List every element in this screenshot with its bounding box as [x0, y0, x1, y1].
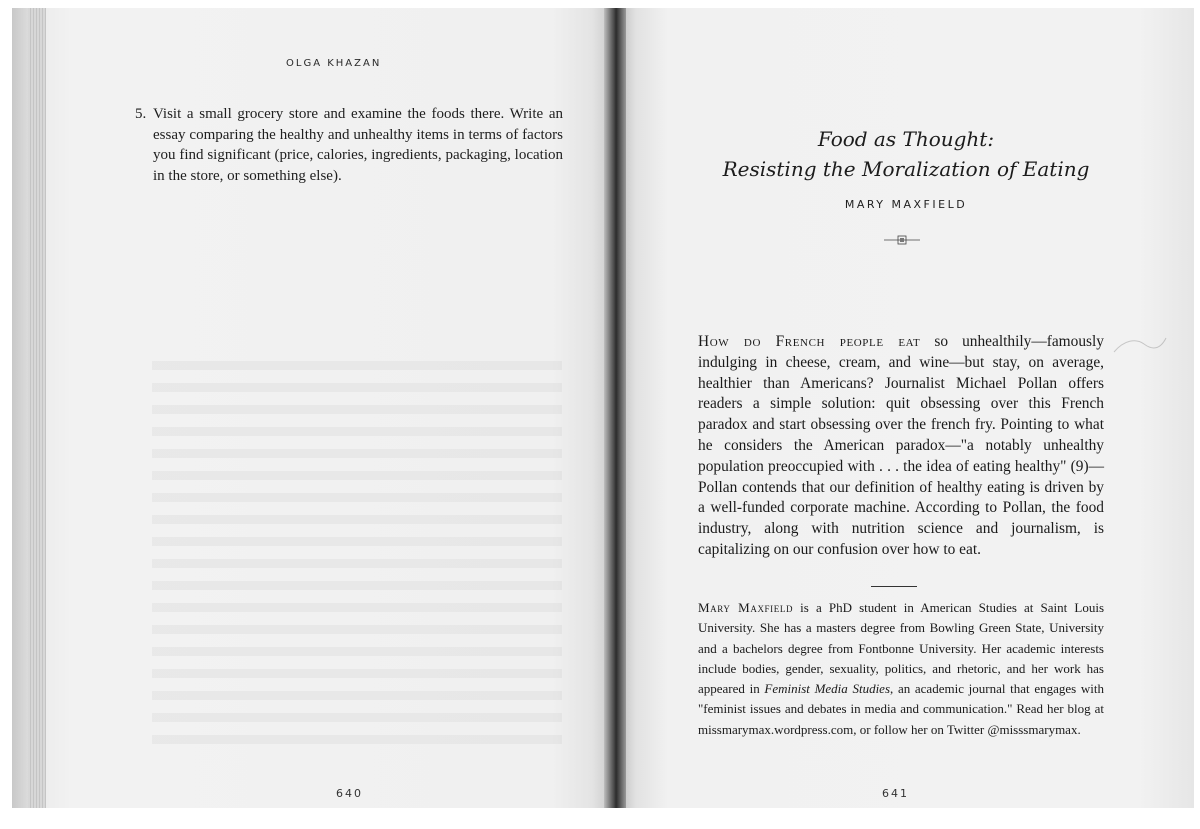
bio-journal: Feminist Media Studies: [764, 681, 891, 697]
bio-text-1: is a PhD student in American Studies at Saint Louis University. She has a masters degree from Bowling Green State, University and a bachelors degree from Fontbonne University. Her academic interests include bodies, gender, sexuality, politics, and rhetoric, and her work has appeared in: [698, 600, 1104, 697]
page-number-left: 640: [336, 787, 363, 800]
author-name: MARY MAXFIELD: [844, 198, 968, 211]
margin-mark-icon: [1110, 330, 1170, 360]
left-page: [12, 8, 612, 808]
divider-rule: [871, 586, 917, 587]
bio-text-2: , an academic journal that engages with "feminist issues and debates in media and communication." Read her blog at missmarymax.wordpress.com, or follow her on Twitter @misssmarymax.: [698, 681, 1104, 737]
page-number-right: 641: [882, 787, 909, 800]
exercise-text: Visit a small grocery store and examine the foods there. Write an essay comparing the healthy and unhealthy items in terms of factors you find significant (price, calories, ingredients, packaging, location in the store, or something else).: [153, 106, 563, 184]
opening-smallcaps: How do French people eat: [698, 333, 921, 350]
running-head: OLGA KHAZAN: [286, 58, 382, 69]
exercise-item: [135, 104, 563, 186]
essay-opening-paragraph: [698, 332, 1104, 561]
author-bio: [698, 598, 1104, 740]
book-gutter: [604, 8, 626, 808]
open-book: [12, 8, 1194, 808]
opening-body: so unhealthily—famously indulging in cheese, cream, and wine—but stay, on average, healthier than Americans? Journalist Michael Pollan offers readers a simple solution: quit obsessing over this French paradox and start obsessing over the french fry. Pointing to what he considers the American paradox—"a notably unhealthy population preoccupied with . . . the idea of eating healthy" (9)—Pollan contends that our definition of healthy eating is driven by a well-funded corporate machine. According to Pollan, the food industry, along with nutrition science and journalism, is capitalizing on our confusion over how to eat.: [698, 333, 1105, 558]
page-edges: [28, 8, 46, 808]
ornament-icon: [882, 234, 922, 246]
bio-name: Mary Maxfield: [698, 600, 794, 615]
essay-title: [718, 124, 1094, 184]
exercise-number: 5.: [135, 106, 147, 122]
right-page: [618, 8, 1194, 808]
title-line-1: Food as Thought:: [817, 127, 995, 151]
title-line-2: Resisting the Moralization of Eating: [722, 157, 1090, 181]
show-through-text: [152, 348, 562, 744]
